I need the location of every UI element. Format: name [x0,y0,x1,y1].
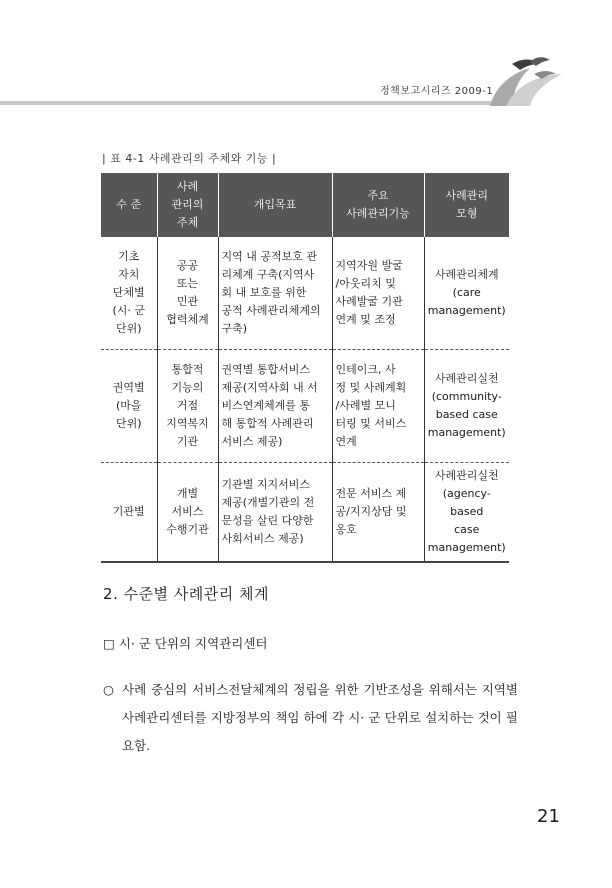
table-cell: 사례관리실천 (agency-based case management) [424,463,509,563]
paragraph-text: 사례 중심의 서비스전달체계의 정립을 위한 기반조성을 위해서는 지역별 사례관리센터를 지방정부의 책임 하에 각 시· 군 단위로 설치하는 것이 필요함. [122,682,518,753]
header-level: 수 준 [101,173,157,237]
section-title: 2. 수준별 사례관리 체계 [103,585,270,603]
circle-bullet-icon: ○ [103,682,114,697]
table-cell: 기관별 [101,463,157,563]
table-cell: 기초 자치 단체별 (시· 군 단위) [101,237,157,350]
page-number: 21 [537,806,560,827]
table-caption: | 표 4-1 사례관리의 주체와 기능 | [102,152,277,165]
table-cell: 기관별 지지서비스 제공(개별기관의 전 문성을 살린 다양한 사회서비스 제공) [218,463,332,563]
table-cell: 전문 서비스 제 공/지지상담 및 옹호 [332,463,424,563]
table-cell: 사례관리체계 (care management) [424,237,509,350]
header-subject: 사례 관리의 주체 [157,173,218,237]
header-goal: 개입목표 [218,173,332,237]
header-rule [0,101,530,105]
table-cell: 개별 서비스 수행기관 [157,463,218,563]
table-cell: 권역별 통합서비스 제공(지역사회 내 서 비스연계체계를 통 해 통합적 사례관리 서비스 제공) [218,350,332,463]
series-label: 정책보고시리즈 2009-1 [380,86,494,97]
header-model: 사례관리 모형 [424,173,509,237]
body-paragraph [103,676,518,760]
table-cell: 사례관리실천 (community- based case management) [424,350,509,463]
square-bullet-item: □ 시· 군 단위의 지역관리센터 [103,636,268,651]
bird-logo-icon [472,52,612,108]
table-row [101,463,509,563]
table-cell: 권역별 (마을 단위) [101,350,157,463]
table-cell: 인테이크, 사 정 및 사례계획 /사례별 모니 터링 및 서비스 연계 [332,350,424,463]
table-row [101,350,509,463]
table-cell: 통합적 기능의 거점 지역복지 기관 [157,350,218,463]
case-management-table [101,173,509,563]
table-row [101,237,509,350]
table-header-row [101,173,509,237]
header-function: 주요 사례관리기능 [332,173,424,237]
table-cell: 공공 또는 민관 협력체계 [157,237,218,350]
table-cell: 지역자원 발굴 /아웃리치 및 사례발굴 기관 연계 및 조정 [332,237,424,350]
table-cell: 지역 내 공적보호 관 리체계 구축(지역사 회 내 보호를 위한 공적 사례관리체계의 구축) [218,237,332,350]
